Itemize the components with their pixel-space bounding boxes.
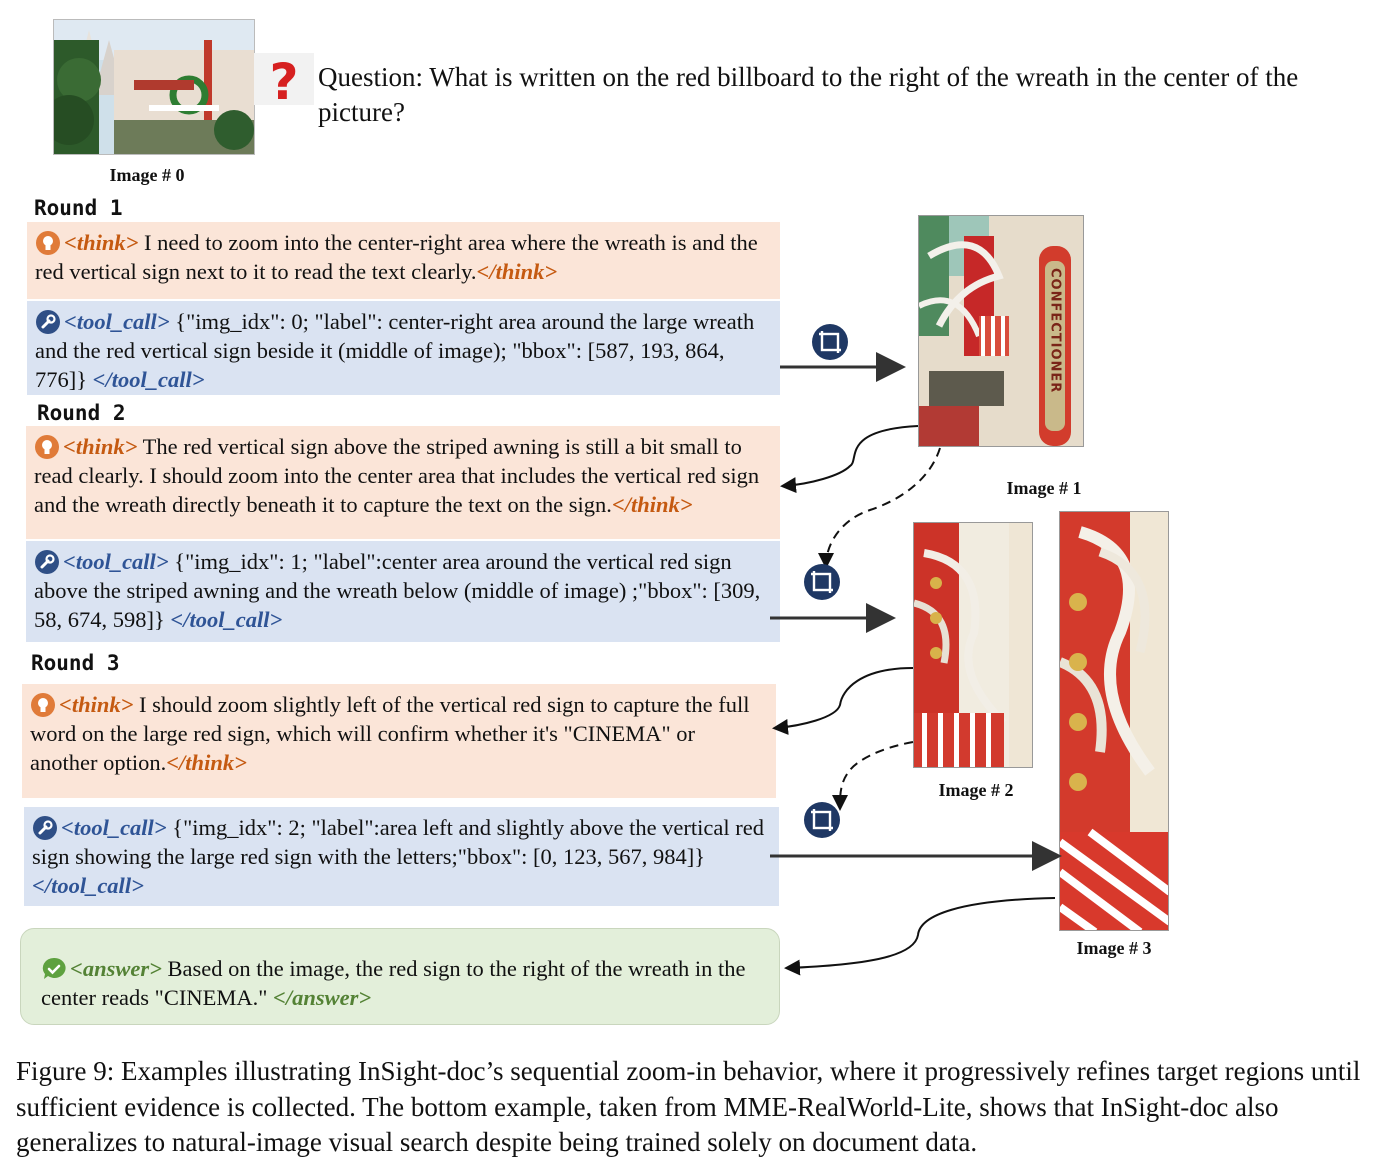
round-3-tool-text: {"img_idx": 2; "label":area left and slightly above the vertical red sign showing the large red sign with the letters;"bbox": [0, 123, 567, 984]} <box>32 815 764 869</box>
crop-icon <box>804 564 840 600</box>
tool-open-tag: <tool_call> <box>64 309 170 334</box>
round-1-tool-text: {"img_idx": 0; "label": center-right area around the large wreath and the red vertical sign beside it (middle of image); "bbox": [587, 193, 864, 776]} <box>35 309 755 392</box>
dashed-crop-path-2 <box>840 742 913 807</box>
confectioner-sign-text: CONFECTIONER <box>1047 268 1063 394</box>
round-2-think-text: The red vertical sign above the striped awning is still a bit small to read clearly. I should zoom into the center area that includes the vertical red sign and the wreath directly beneath it to capture the text on the sign. <box>34 434 760 517</box>
tool-open-tag: <tool_call> <box>61 815 167 840</box>
question-label: Question: <box>318 62 423 92</box>
round-3-label: Round 3 <box>31 651 120 675</box>
think-open-tag: <think> <box>63 434 138 459</box>
round-1-label: Round 1 <box>34 196 123 220</box>
svg-text:?: ? <box>269 53 299 105</box>
round-3-think-text: I should zoom slightly left of the vertical red sign to capture the full word on the large red sign, which will confirm whether it's "CINEMA" or another option. <box>30 692 750 775</box>
round-2-label: Round 2 <box>37 401 126 425</box>
image-0-caption: Image # 0 <box>109 165 185 185</box>
answer-open-tag: <answer> <box>70 956 162 981</box>
feedback-curve-image-2 <box>776 668 913 728</box>
image-3-caption: Image # 3 <box>1076 938 1152 958</box>
feedback-curve-image-1 <box>784 426 918 486</box>
tool-open-tag: <tool_call> <box>63 549 169 574</box>
answer-close-tag: </answer> <box>273 984 372 1010</box>
think-open-tag: <think> <box>64 230 139 255</box>
think-close-tag: </think> <box>166 749 247 775</box>
tool-close-tag: </tool_call> <box>32 872 144 898</box>
tool-close-tag: </tool_call> <box>170 606 283 632</box>
dashed-crop-path-1 <box>826 448 940 565</box>
think-close-tag: </think> <box>476 258 558 284</box>
tool-close-tag: </tool_call> <box>92 366 205 392</box>
crop-icon <box>812 324 848 360</box>
round-1-think-text: I need to zoom into the center-right area where the wreath is and the red vertical sign next to it to read the text clearly. <box>35 230 758 284</box>
question-body: What is written on the red billboard to the right of the wreath in the center of the picture? <box>318 62 1299 127</box>
crop-icon <box>804 802 840 838</box>
answer-text: Based on the image, the red sign to the right of the wreath in the center reads "CINEMA." <box>41 956 746 1010</box>
image-2-caption: Image # 2 <box>938 780 1014 800</box>
round-2-tool-text: {"img_idx": 1; "label":center area around the vertical red sign above the striped awning and the wreath below (middle of image) ;"bbox": [309, 58, 674, 598]} <box>34 549 761 632</box>
think-open-tag: <think> <box>59 692 134 717</box>
figure-caption: Figure 9: Examples illustrating InSight-doc’s sequential zoom-in behavior, where it progressively refines target regions until sufficient evidence is collected. The bottom example, taken from MME-RealWorld-Lite, shows that InSight-doc also generalizes to natural-image visual search despite being trained solely on document data. <box>16 1056 1361 1157</box>
think-close-tag: </think> <box>611 491 693 517</box>
image-1-caption: Image # 1 <box>1006 478 1082 498</box>
feedback-curve-image-3 <box>788 898 1055 968</box>
